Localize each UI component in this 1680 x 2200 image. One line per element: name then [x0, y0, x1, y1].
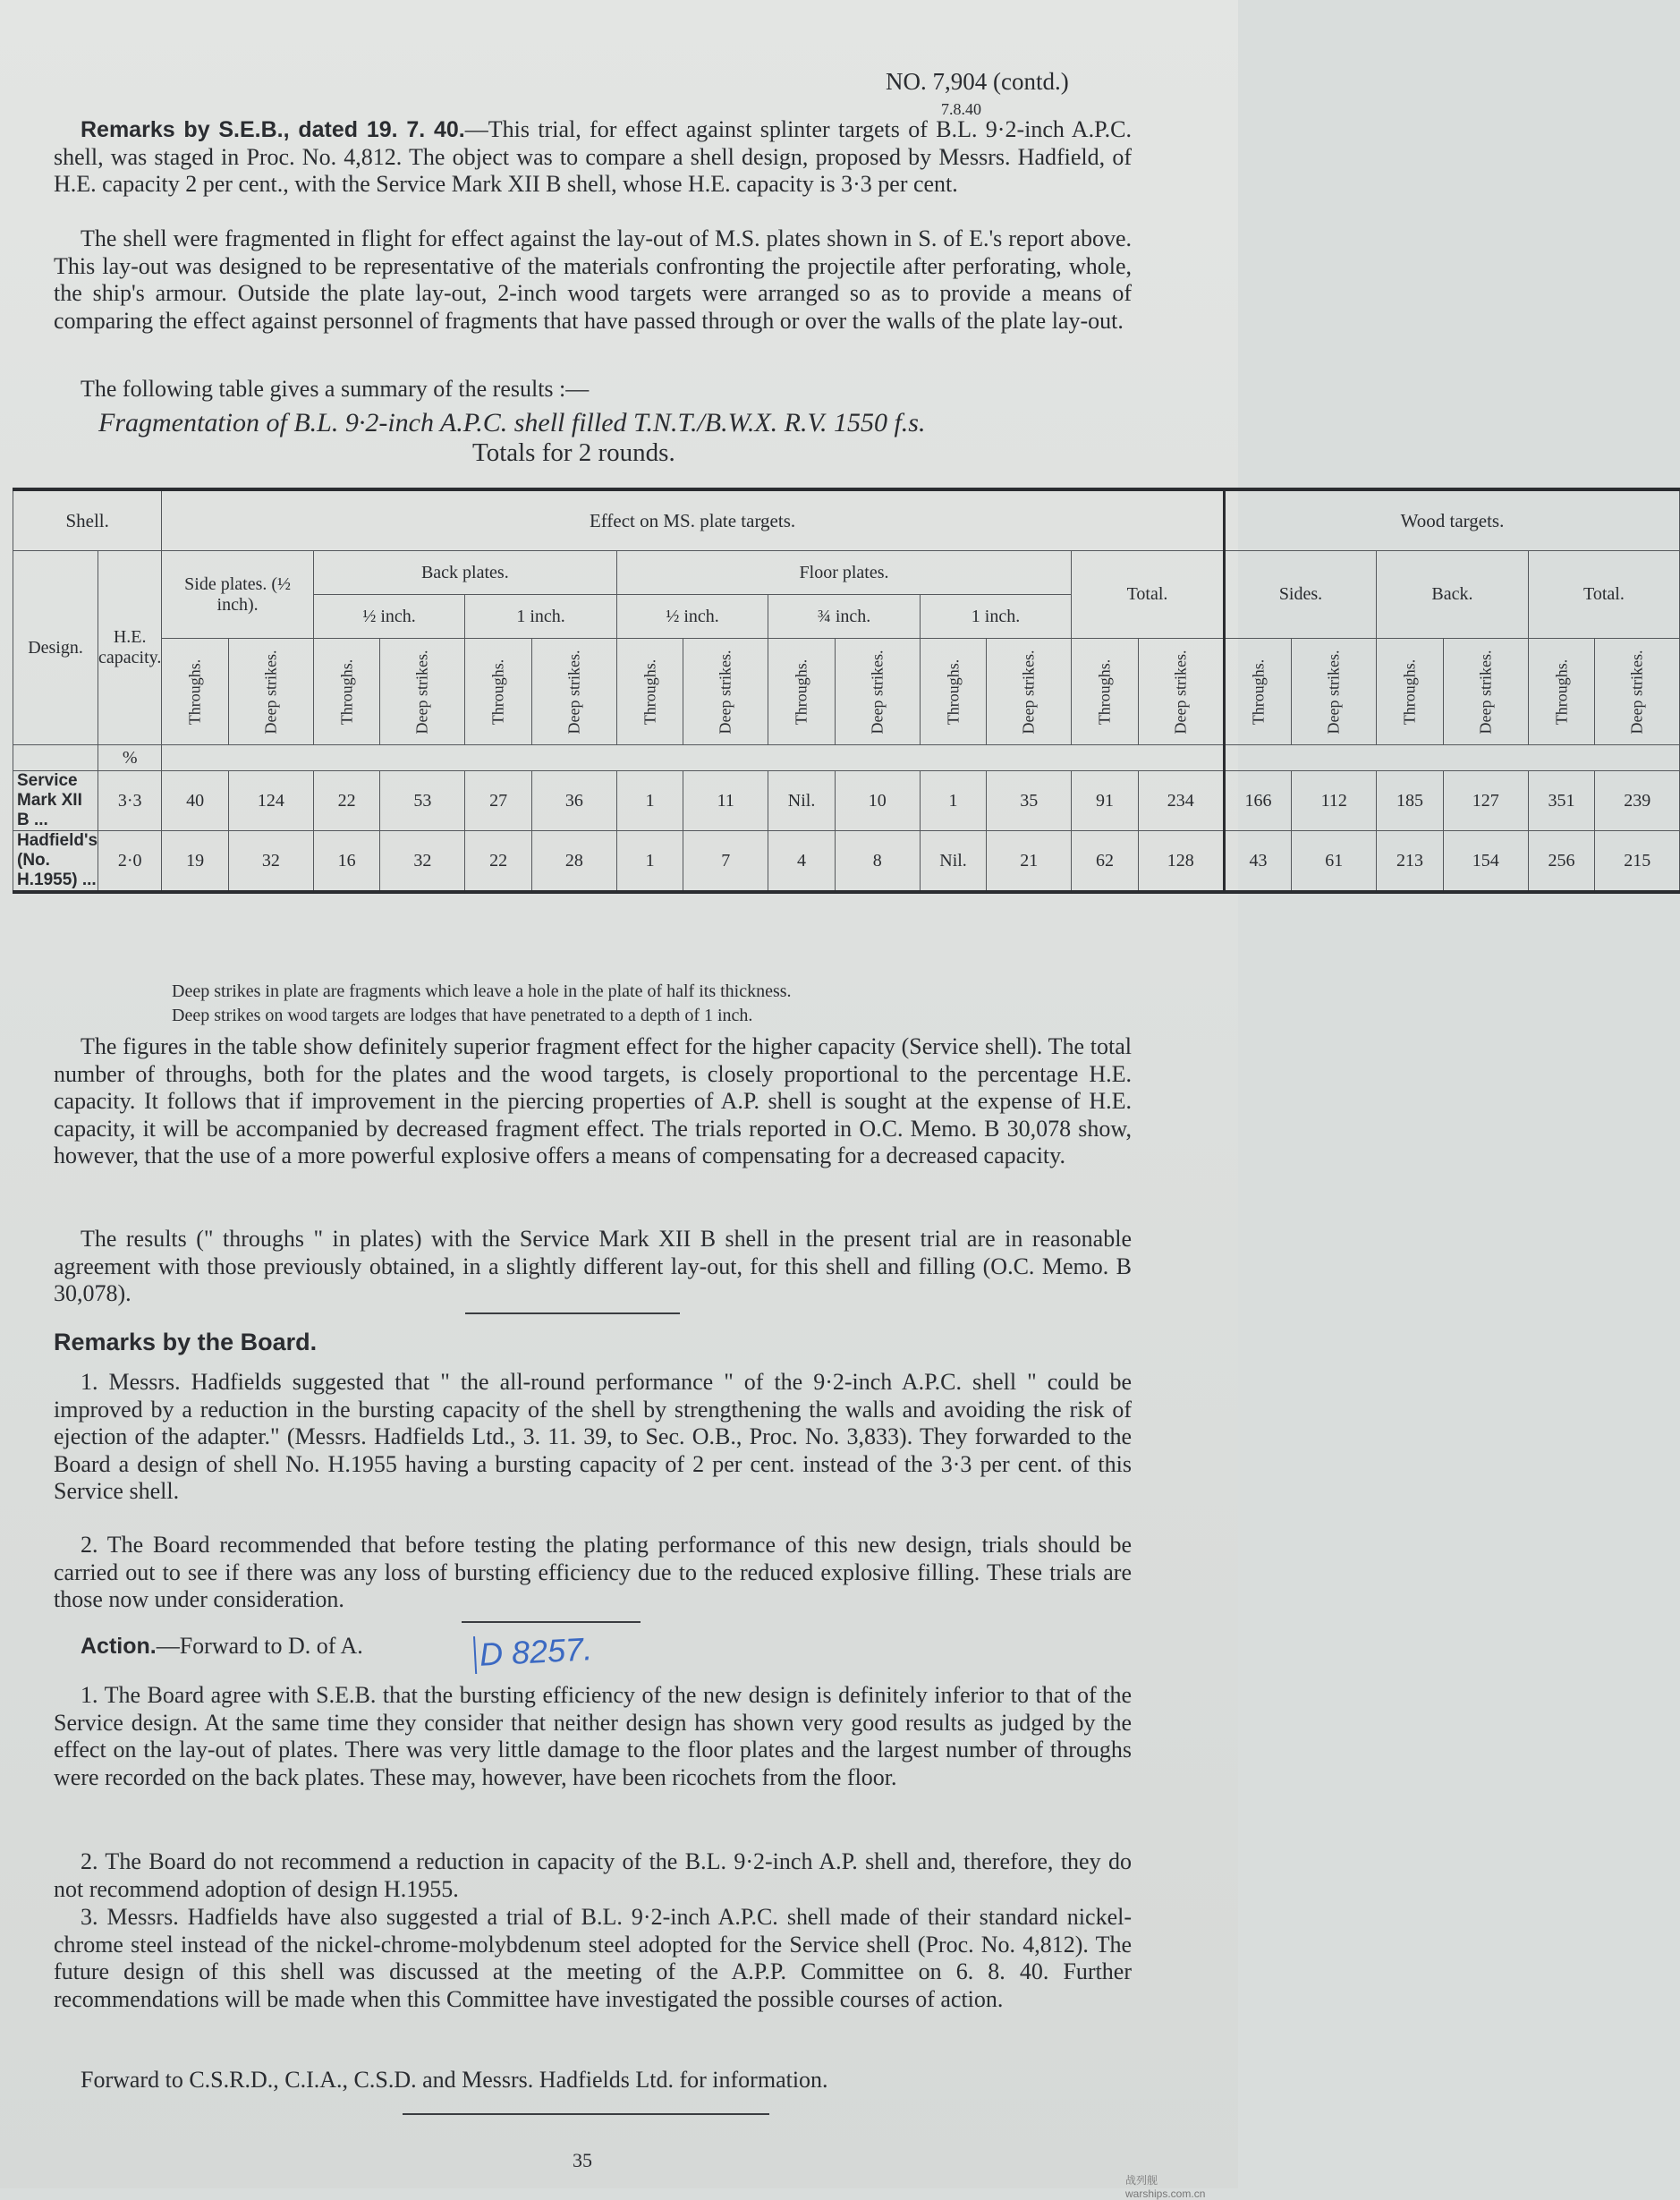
action-item-1: [54, 1682, 1132, 1791]
table-cell: 62: [1072, 831, 1139, 893]
throughs-label: Throughs.: [944, 658, 963, 725]
throughs-label: Throughs.: [337, 658, 356, 725]
table-cell: 234: [1138, 771, 1224, 831]
figures-paragraph: [54, 1033, 1132, 1170]
header-side-plates: Side plates. (½ inch).: [162, 551, 313, 639]
throughs-label: Throughs.: [792, 658, 810, 725]
table-cell: 166: [1224, 771, 1292, 831]
table-cell: 43: [1224, 831, 1292, 893]
board-item-1: [54, 1369, 1132, 1506]
handwritten-reference-stamp: D 8257.: [473, 1629, 615, 1674]
seb-remarks-paragraph: [54, 116, 1132, 199]
action-item-2-text: 2. The Board do not recommend a reduction in capacity of the B.L. 9·2-inch A.P. shell and, therefore, they do not recommend adoption of design H.1955.: [54, 1848, 1132, 1902]
unit-percent: %: [98, 745, 162, 771]
unit-spacer: [162, 745, 1224, 771]
table-cell: 16: [313, 831, 380, 893]
header-floor-three-quarter-inch: ¾ inch.: [768, 595, 920, 639]
summary-intro: [54, 376, 1132, 403]
results-paragraph: [54, 1226, 1132, 1308]
board-item-2-text: 2. The Board recommended that before testing the plating performance of this new design, trials should be carried out to see if there was any loss of bursting efficiency due to the reduced explosive filling. These trials are those now under consideration.: [54, 1532, 1132, 1612]
action-heading: Action.: [81, 1634, 157, 1659]
table-cell: 35: [987, 771, 1072, 831]
table-cell: 154: [1443, 831, 1528, 893]
closing-divider: [403, 2113, 769, 2115]
header-total: Total.: [1072, 551, 1224, 639]
table-cell: 127: [1443, 771, 1528, 831]
header-deep-strikes: [835, 639, 920, 745]
header-wood-total: Total.: [1528, 551, 1679, 639]
header-throughs: [1377, 639, 1444, 745]
table-cell: 11: [683, 771, 768, 831]
throughs-label: Throughs.: [1249, 658, 1267, 725]
header-deep-strikes: [1292, 639, 1377, 745]
table-cell: 40: [162, 771, 229, 831]
table-cell: 1: [616, 771, 683, 831]
table-cell: 185: [1377, 771, 1444, 831]
board-item-1-text: 1. Messrs. Hadfields suggested that " the all-round performance " of the 9·2-inch A.P.C. shell " could be improved by a reduction in the bursting capacity of the shell by strengthening the walls and avoiding the risk of ejection of the adapter." (Messrs. Hadfields Ltd., 3. 11. 39, to Sec. O.B., Proc. No. 3,833). They forwarded to the Board a design of shell No. H.1955 having a bursting capacity of 2 per cent. instead of the 3·3 per cent. of this Service shell.: [54, 1369, 1132, 1504]
throughs-label: Throughs.: [488, 658, 507, 725]
deep-strikes-label: Deep strikes.: [1627, 650, 1646, 734]
header-effect: Effect on MS. plate targets.: [162, 489, 1224, 551]
seb-remarks-text: —This trial, for effect against splinter targets of B.L. 9·2-inch A.P.C. shell, was staged in Proc. No. 4,812. The object was to compare a shell design, proposed by Messrs. Hadfield, of H.E. capacity 2 per cent., with the Service Mark XII B shell, whose H.E. capacity is 3·3 per cent.: [54, 116, 1132, 197]
deep-strikes-label: Deep strikes.: [868, 650, 887, 734]
header-shell: Shell.: [13, 489, 162, 551]
table-cell: 19: [162, 831, 229, 893]
figures-text: The figures in the table show definitely superior fragment effect for the higher capacity (Service shell). The total number of throughs, both for the plates and the wood targets, is closely proportional to the percentage H.E. capacity. It follows that if improvement in the piercing properties of A.P. shell is sought at the expense of H.E. capacity, it will be accompanied by decreased fragment effect. The trials reported in O.C. Memo. B 30,078 show, however, that the use of a more powerful explosive offers a means of compensating for a decreased capacity.: [54, 1033, 1132, 1168]
deep-strikes-label: Deep strikes.: [564, 650, 583, 734]
table-cell: Nil.: [768, 771, 836, 831]
action-divider: [462, 1621, 641, 1623]
header-floor-one-inch: 1 inch.: [920, 595, 1071, 639]
deep-strikes-label: Deep strikes.: [1019, 650, 1038, 734]
table-cell: 124: [228, 771, 313, 831]
header-deep-strikes: [1138, 639, 1224, 745]
table-cell: 215: [1595, 831, 1680, 893]
table-cell: 22: [313, 771, 380, 831]
table-cell: 36: [531, 771, 616, 831]
table-cell: 22: [465, 831, 532, 893]
forward-text: Forward to C.S.R.D., C.I.A., C.S.D. and Messrs. Hadfields Ltd. for information.: [81, 2067, 828, 2093]
fragmentation-table: [13, 488, 1680, 894]
deep-strikes-label: Deep strikes.: [412, 650, 431, 734]
header-throughs: [1224, 639, 1292, 745]
table-cell: 128: [1138, 831, 1224, 893]
deep-strikes-label: Deep strikes.: [1476, 650, 1495, 734]
deep-strikes-label: Deep strikes.: [1171, 650, 1190, 734]
table-cell: 10: [835, 771, 920, 831]
header-wood: Wood targets.: [1224, 489, 1679, 551]
deep-strikes-label: Deep strikes.: [261, 650, 280, 734]
header-wood-sides: Sides.: [1224, 551, 1376, 639]
header-design: Design.: [13, 551, 98, 745]
header-wood-back: Back.: [1377, 551, 1528, 639]
proceeding-number: NO. 7,904 (contd.): [886, 68, 1069, 95]
header-deep-strikes: [531, 639, 616, 745]
table-cell: 7: [683, 831, 768, 893]
header-back-plates: Back plates.: [313, 551, 616, 595]
table-cell: 61: [1292, 831, 1377, 893]
table-cell: 8: [835, 831, 920, 893]
table-cell: 239: [1595, 771, 1680, 831]
table-cell: Nil.: [920, 831, 987, 893]
table-cell: 213: [1377, 831, 1444, 893]
throughs-label: Throughs.: [1400, 658, 1419, 725]
table-cell: 53: [380, 771, 465, 831]
unit-spacer-wood: [1224, 745, 1679, 771]
throughs-label: Throughs.: [185, 658, 204, 725]
header-back-one-inch: 1 inch.: [465, 595, 616, 639]
table-cell: 1: [920, 771, 987, 831]
watermark: 战列舰 warships.com.cn: [1125, 2174, 1206, 2200]
table-title: Fragmentation of B.L. 9·2-inch A.P.C. shell filled T.N.T./B.W.X. R.V. 1550 f.s.: [98, 408, 926, 437]
deep-strikes-label: Deep strikes.: [716, 650, 734, 734]
action-item-1-text: 1. The Board agree with S.E.B. that the bursting efficiency of the new design is definitely inferior to that of the Service design. At the same time they consider that neither design has shown very good results as judged by the effect on the lay-out of plates. There was very little damage to the floor plates and the largest number of throughs were recorded on the back plates. These may, however, have been ricochets from the floor.: [54, 1682, 1132, 1790]
header-floor-plates: Floor plates.: [616, 551, 1071, 595]
header-deep-strikes: [1443, 639, 1528, 745]
table-cell: 27: [465, 771, 532, 831]
forward-line: [54, 2067, 1132, 2094]
header-throughs: [768, 639, 836, 745]
board-remarks-heading: Remarks by the Board.: [54, 1329, 318, 1355]
deep-strikes-label: Deep strikes.: [1324, 650, 1343, 734]
header-throughs: [1528, 639, 1595, 745]
row-design: Hadfield's (No. H.1955) ...: [13, 831, 98, 893]
layout-text: The shell were fragmented in flight for effect against the lay-out of M.S. plates shown in S. of E.'s report above. This lay-out was designed to be representative of the materials confronting the projectile after perforating, whole, the ship's armour. Outside the plate lay-out, 2-inch wood targets were arranged so as to provide a means of comparing the effect against personnel of fragments that have passed through or over the walls of the plate lay-out.: [54, 225, 1132, 334]
header-deep-strikes: [228, 639, 313, 745]
footnote-plate: Deep strikes in plate are fragments which leave a hole in the plate of half its thickness.: [172, 981, 792, 1001]
throughs-label: Throughs.: [1551, 658, 1570, 725]
seb-remarks-heading: Remarks by S.E.B., dated 19. 7. 40.: [81, 117, 465, 142]
table-cell: 21: [987, 831, 1072, 893]
header-deep-strikes: [380, 639, 465, 745]
header-throughs: [616, 639, 683, 745]
footnote-wood: Deep strikes on wood targets are lodges that have penetrated to a depth of 1 inch.: [172, 1006, 753, 1025]
header-deep-strikes: [987, 639, 1072, 745]
header-throughs: [162, 639, 229, 745]
table-cell: 32: [228, 831, 313, 893]
action-item-3: [54, 1904, 1132, 2013]
action-item-2: [54, 1848, 1132, 1903]
results-text: The results (" throughs " in plates) with the Service Mark XII B shell in the present trial are in reasonable agreement with those previously obtained, in a slightly different lay-out, for this shell and filling (O.C. Memo. B 30,078).: [54, 1226, 1132, 1306]
header-back-half-inch: ½ inch.: [313, 595, 464, 639]
unit-blank: [13, 745, 98, 771]
table-cell: 351: [1528, 771, 1595, 831]
row-he-capacity: 2·0: [98, 831, 162, 893]
header-throughs: [1072, 639, 1139, 745]
header-throughs: [920, 639, 987, 745]
proceeding-date: 7.8.40: [941, 100, 981, 118]
action-item-3-text: 3. Messrs. Hadfields have also suggested a trial of B.L. 9·2-inch A.P.C. shell made of their standard nickel-chrome steel instead of the nickel-chrome-molybdenum steel adopted for the Service shell (Proc. No. 4,812). The future design of this shell was discussed at the meeting of the A.P.P. Committee on 6. 8. 40. Further recommendations will be made when this Committee have investigated the possible courses of action.: [54, 1904, 1132, 2012]
action-text: —Forward to D. of A.: [156, 1633, 363, 1659]
layout-paragraph: [54, 225, 1132, 335]
header-he-capacity: H.E. capacity.: [98, 551, 162, 745]
header-throughs: [465, 639, 532, 745]
table-cell: 1: [616, 831, 683, 893]
row-he-capacity: 3·3: [98, 771, 162, 831]
board-item-2: [54, 1532, 1132, 1614]
table-cell: 28: [531, 831, 616, 893]
page-number: 35: [573, 2149, 592, 2171]
row-design: Service Mark XII B ...: [13, 771, 98, 831]
table-cell: 4: [768, 831, 836, 893]
header-deep-strikes: [683, 639, 768, 745]
table-cell: 32: [380, 831, 465, 893]
throughs-label: Throughs.: [641, 658, 659, 725]
summary-intro-text: The following table gives a summary of the results :—: [81, 376, 590, 402]
throughs-label: Throughs.: [1095, 658, 1114, 725]
section-divider: [465, 1312, 680, 1314]
table-cell: 91: [1072, 771, 1139, 831]
header-throughs: [313, 639, 380, 745]
table-cell: 256: [1528, 831, 1595, 893]
table-cell: 112: [1292, 771, 1377, 831]
header-floor-half-inch: ½ inch.: [616, 595, 768, 639]
table-subtitle: Totals for 2 rounds.: [472, 438, 675, 467]
header-deep-strikes: [1595, 639, 1680, 745]
